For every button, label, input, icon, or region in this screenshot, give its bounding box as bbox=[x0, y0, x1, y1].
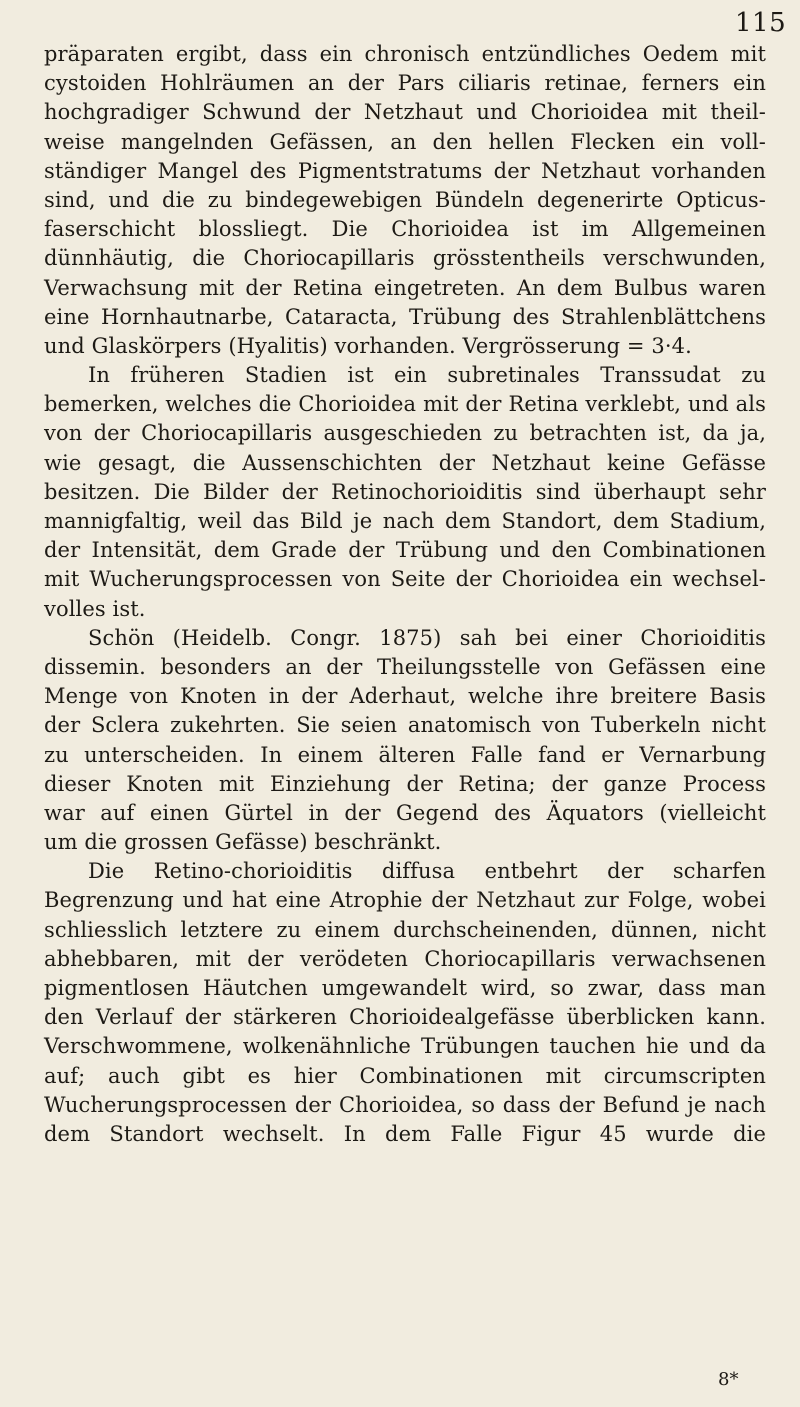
text-line: um die grossen Gefässe) beschränkt. bbox=[44, 830, 442, 855]
text-line: den Verlauf der stärkeren Chorioidealgefässe überblicken kann. bbox=[44, 1005, 766, 1030]
text-line: mannigfaltig, weil das Bild je nach dem Standort, dem Stadium, bbox=[44, 509, 766, 533]
text-line: schliesslich letztere zu einem durchscheinenden, dünnen, nicht bbox=[44, 917, 766, 942]
text-line: dem Standort wechselt. In dem Falle Figur 45 wurde die bbox=[44, 1121, 766, 1146]
text-line: sind, und die zu bindegewebigen Bündeln degenerirte Opticus- bbox=[44, 187, 766, 212]
body-text bbox=[44, 40, 766, 1149]
text-line: Menge von Knoten in der Aderhaut, welche ihre breitere Basis bbox=[44, 684, 766, 709]
text-line: von der Choriocapillaris ausgeschieden zu betrachten ist, da ja, bbox=[44, 421, 766, 446]
text-line: präparaten ergibt, dass ein chronisch entzündliches Oedem mit bbox=[44, 42, 766, 66]
text-line: hochgradiger Schwund der Netzhaut und Chorioidea mit theil- bbox=[44, 100, 766, 125]
text-line: der Sclera zukehrten. Sie seien anatomisch von Tuberkeln nicht bbox=[44, 713, 766, 738]
text-line: Verschwommene, wolkenähnliche Trübungen tauchen hie und da bbox=[44, 1034, 766, 1059]
text-line: dieser Knoten mit Einziehung der Retina; der ganze Process bbox=[44, 771, 766, 796]
text-line: ständiger Mangel des Pigmentstratums der Netzhaut vorhanden bbox=[44, 158, 766, 183]
text-line: zu unterscheiden. In einem älteren Falle fand er Vernarbung bbox=[44, 742, 766, 767]
text-line: pigmentlosen Häutchen umgewandelt wird, so zwar, dass man bbox=[44, 976, 766, 1000]
page-number: 115 bbox=[735, 8, 787, 38]
text-line: cystoiden Hohlräumen an der Pars ciliaris retinae, ferners ein bbox=[44, 71, 766, 96]
text-line: der Intensität, dem Grade der Trübung und den Combinationen bbox=[44, 538, 766, 563]
text-line: eine Hornhautnarbe, Cataracta, Trübung des Strahlenblättchens bbox=[44, 304, 766, 329]
text-line: besitzen. Die Bilder der Retinochorioiditis sind überhaupt sehr bbox=[44, 479, 766, 504]
signature-mark: 8* bbox=[718, 1369, 739, 1390]
text-line: auf; auch gibt es hier Combinationen mit circumscripten bbox=[44, 1063, 766, 1088]
text-line: war auf einen Gürtel in der Gegend des Äquators (vielleicht bbox=[44, 800, 766, 825]
text-line: dünnhäutig, die Choriocapillaris grösstentheils verschwunden, bbox=[44, 246, 766, 271]
text-line: volles ist. bbox=[44, 596, 146, 621]
text-line: dissemin. besonders an der Theilungsstelle von Gefässen eine bbox=[44, 654, 766, 679]
text-line: Die Retino-chorioiditis diffusa entbehrt der scharfen bbox=[88, 859, 766, 884]
text-line: Begrenzung und hat eine Atrophie der Netzhaut zur Folge, wobei bbox=[44, 888, 766, 913]
text-line: Verwachsung mit der Retina eingetreten. An dem Bulbus waren bbox=[44, 275, 766, 300]
text-line: weise mangelnden Gefässen, an den hellen Flecken ein voll- bbox=[44, 129, 766, 154]
text-line: bemerken, welches die Chorioidea mit der Retina verklebt, und als bbox=[44, 392, 766, 417]
text-line: In früheren Stadien ist ein subretinales Transsudat zu bbox=[88, 363, 766, 388]
text-line: Wucherungsprocessen der Chorioidea, so dass der Befund je nach bbox=[44, 1092, 766, 1117]
text-line: wie gesagt, die Aussenschichten der Netzhaut keine Gefässe bbox=[44, 450, 766, 475]
text-line: faserschicht blossliegt. Die Chorioidea ist im Allgemeinen bbox=[44, 217, 766, 242]
text-line: und Glaskörpers (Hyalitis) vorhanden. Vergrösserung = 3·4. bbox=[44, 333, 692, 358]
text-line: Schön (Heidelb. Congr. 1875) sah bei einer Chorioiditis bbox=[88, 625, 766, 650]
text-line: abhebbaren, mit der verödeten Choriocapillaris verwachsenen bbox=[44, 946, 766, 971]
text-line: mit Wucherungsprocessen von Seite der Chorioidea ein wechsel- bbox=[44, 567, 766, 592]
